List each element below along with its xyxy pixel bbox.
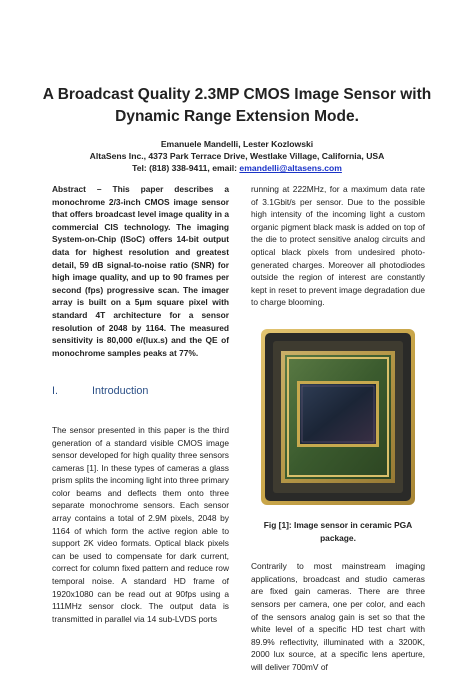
paper-title: A Broadcast Quality 2.3MP CMOS Image Sensor with Dynamic Range Extension Mode. [42, 86, 432, 125]
sensor-package-image [251, 325, 425, 513]
section-heading [52, 385, 229, 398]
author-block [40, 138, 434, 174]
figure-caption: Fig [1]: Image sensor in ceramic PGA package. [263, 519, 413, 543]
contact-line [40, 162, 434, 174]
sensor-package-illustration [251, 325, 425, 513]
right-column [251, 183, 425, 673]
affiliation: AltaSens Inc., 4373 Park Terrace Drive, Westlake Village, California, USA [89, 151, 385, 161]
section-number: I. [52, 385, 58, 398]
continued-paragraph: running at 222MHz, for a maximum data rate of 3.1Gbit/s per sensor. Due to the possible high intensity of the incoming light a custom organic pigment black mask is added on top of the die to protect sensitive analog circuits and optical black pixels from undesired photo-generated charges. Moreover all photodiodes outside the region of interest are constantly kept in reset to prevent image degradation due to charge blooming. [251, 184, 425, 308]
contact-prefix: Tel: (818) 338-9411, email: [132, 163, 240, 173]
abstract: Abstract – This paper describes a monochrome 2/3-inch CMOS image sensor that offers broadcast level image quality in a commercial CIS technology. The imaging System-on-Chip (ISoC) offers 14-bit output data for highest resolution and greatest detail, 59 dB signal-to-noise ratio (SNR) for high image quality, and up to 90 frames per second (fps) progressive scan. The imager array is built on a 5μm square pixel with standard 4T architecture for a sensor resolution of 2048 by 1164. The measured sensitivity is 80,000 e/(lux.s) and the QE of monochrome samples peaks at 77%. [52, 184, 229, 358]
post-figure-paragraph: Contrarily to most mainstream imaging applications, broadcast and studio cameras are fixed gain cameras. There are three sensors per camera, one per color, and each of the sensors analog gain is set so that the white level of a specific HD test chart with 89.9% reflectivity, illuminated with a 3200K, 2000 lux source, at a specific lens aperture, will deliver 700mV of [251, 561, 425, 672]
section-title: Introduction [92, 385, 149, 398]
email-link[interactable]: emandelli@altasens.com [239, 163, 342, 173]
left-column [52, 183, 229, 625]
author-names: Emanuele Mandelli, Lester Kozlowski [160, 139, 314, 149]
intro-paragraph: The sensor presented in this paper is the third generation of a standard visible CMOS image sensor developed for high quality three sensors cameras [1]. In these types of cameras a glass prism splits the incoming light into three primary color beams and deflects them onto three separate monochrome sensors. Each sensor array contains a total of 2.9M pixels, 2048 by 1164 of which form the active region able to support 2K video formats. Optical black pixels can be used to compensate for dark current, correct for column fixed pattern and reduce row temporal noise. A standard HD frame of 1920x1080 can be read out at 90fps using a 111MHz sensor clock. The output data is transmitted in parallel via 14 sub-LVDS ports [52, 424, 229, 624]
